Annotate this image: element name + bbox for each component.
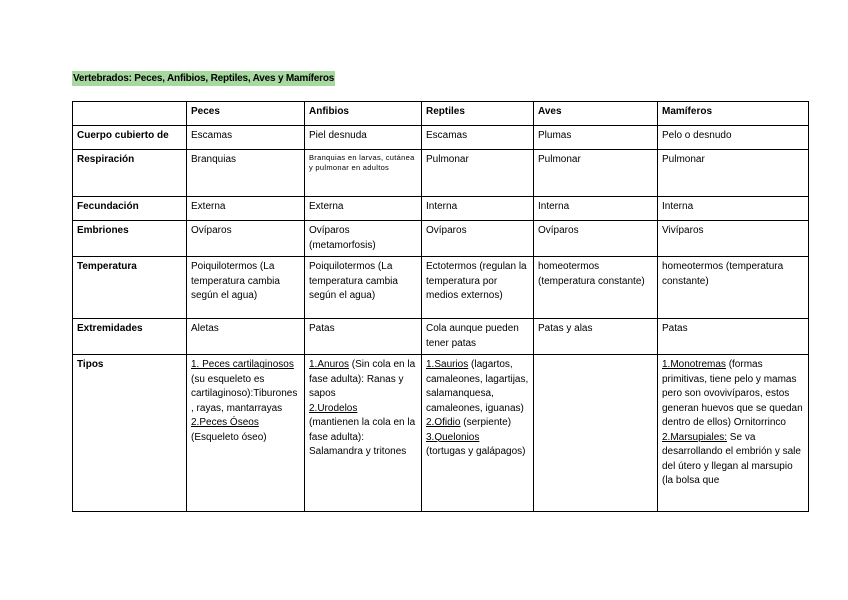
col-header-anfibios: Anfibios	[305, 102, 422, 126]
tipo-desc: (serpiente)	[460, 417, 512, 428]
table-cell: Branquias	[187, 150, 305, 197]
table-cell: Ovíparos	[534, 221, 658, 257]
table-cell: Poiquilotermos (La temperatura cambia según el agua)	[305, 257, 422, 319]
tipo-title: 1.Saurios	[426, 359, 469, 370]
tipo-title: 2.Urodelos	[309, 402, 358, 414]
table-cell	[305, 150, 422, 197]
table-cell: Ovíparos	[422, 221, 534, 257]
table-row-tipos	[73, 355, 809, 512]
corner-cell	[73, 102, 187, 126]
table-cell: homeotermos (temperatura constante)	[658, 257, 809, 319]
table-cell: Plumas	[534, 126, 658, 150]
table-cell: Pelo o desnudo	[658, 126, 809, 150]
tipos-anfibios-cell	[305, 355, 422, 512]
table-row	[73, 319, 809, 355]
vertebrates-table	[72, 101, 809, 512]
tipo-desc: (Esqueleto óseo)	[191, 431, 267, 443]
table-row	[73, 150, 809, 197]
table-cell: Externa	[305, 197, 422, 221]
table-cell: Interna	[422, 197, 534, 221]
tipo-desc: (Sin cola en la fase adulta): Ranas y sapos	[309, 359, 416, 399]
tipo-desc: (tortugas y galápagos)	[426, 446, 526, 457]
tipo-desc: (formas primitivas, tiene pelo y mamas pero son ovovivíparos, estos generan huevos que se quedan dentro de ellos) Ornitorrinco	[662, 359, 803, 428]
table-cell: Pulmonar	[422, 150, 534, 197]
table-cell: Ovíparos	[187, 221, 305, 257]
table-cell: Patas	[658, 319, 809, 355]
tipo-title: 1.Monotremas	[662, 359, 726, 370]
row-header-fecundacion: Fecundación	[73, 197, 187, 221]
table-header-row	[73, 102, 809, 126]
table-cell: Ectotermos (regulan la temperatura por medios externos)	[422, 257, 534, 319]
table-cell: Interna	[658, 197, 809, 221]
row-header-respiracion: Respiración	[73, 150, 187, 197]
document-title: Vertebrados: Peces, Anfibios, Reptiles, Aves y Mamíferos	[73, 73, 335, 84]
table-cell: homeotermos (temperatura constante)	[534, 257, 658, 319]
tipo-title: 2.Ofidio	[426, 417, 461, 428]
row-header-embriones: Embriones	[73, 221, 187, 257]
small-cell-text: Branquias en larvas, cutánea y pulmonar en adultos	[309, 153, 415, 172]
tipo-desc: (su esqueleto es cartilaginoso):Tiburones, rayas, mantarrayas	[191, 373, 298, 414]
tipo-title: 2.Marsupiales:	[662, 431, 728, 443]
row-header-tipos: Tipos	[73, 355, 187, 512]
tipos-aves-cell	[534, 355, 658, 512]
table-cell: Pulmonar	[658, 150, 809, 197]
table-cell: Escamas	[187, 126, 305, 150]
tipo-title: 2.Peces Óseos	[191, 417, 259, 428]
table-row	[73, 126, 809, 150]
table-cell: Aletas	[187, 319, 305, 355]
row-header-cuerpo: Cuerpo cubierto de	[73, 126, 187, 150]
row-header-temperatura: Temperatura	[73, 257, 187, 319]
tipo-desc: (mantienen la cola en la fase adulta): Salamandra y tritones	[309, 417, 416, 457]
table-cell: Interna	[534, 197, 658, 221]
row-header-extremidades: Extremidades	[73, 319, 187, 355]
table-cell: Patas y alas	[534, 319, 658, 355]
tipos-reptiles-cell	[422, 355, 534, 512]
tipos-mamiferos-cell	[658, 355, 809, 512]
col-header-aves: Aves	[534, 102, 658, 126]
table-cell: Escamas	[422, 126, 534, 150]
col-header-mamiferos: Mamíferos	[658, 102, 809, 126]
tipos-peces-cell	[187, 355, 305, 512]
table-cell: Cola aunque pueden tener patas	[422, 319, 534, 355]
col-header-reptiles: Reptiles	[422, 102, 534, 126]
table-cell: Poiquilotermos (La temperatura cambia según el agua)	[187, 257, 305, 319]
table-row	[73, 221, 809, 257]
table-cell: Ovíparos (metamorfosis)	[305, 221, 422, 257]
tipo-title: 3.Quelonios	[426, 431, 480, 443]
table-cell: Pulmonar	[534, 150, 658, 197]
tipo-title: 1. Peces cartilaginosos	[191, 359, 294, 370]
tipo-title: 1.Anuros	[309, 359, 350, 370]
table-row	[73, 257, 809, 319]
table-cell: Piel desnuda	[305, 126, 422, 150]
col-header-peces: Peces	[187, 102, 305, 126]
tipo-desc: Se va desarrollando el embrión y sale del útero y llegan al marsupio (la bolsa que	[662, 431, 801, 486]
table-cell: Vivíparos	[658, 221, 809, 257]
table-cell: Patas	[305, 319, 422, 355]
tipo-desc: (lagartos, camaleones, lagartijas, salamanquesa, camaleones, iguanas)	[426, 359, 529, 414]
table-row	[73, 197, 809, 221]
table-cell: Externa	[187, 197, 305, 221]
